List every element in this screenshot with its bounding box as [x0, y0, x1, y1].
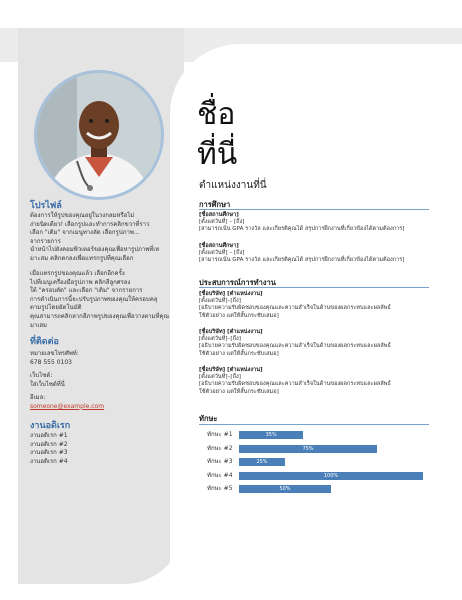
phone-block: [30, 350, 170, 367]
hobbies-list: [30, 432, 170, 466]
profile-line: มาะสม คลิกตกลงเพื่อแทรกรูปที่คุณเลือก: [30, 254, 134, 262]
skill-label: ทักษะ #4: [207, 471, 233, 479]
hobby-item: งานอดิเรก #4: [30, 457, 68, 465]
skill-bar: 100%: [239, 472, 423, 480]
profile-line: คุณสามารถคลิกลากสีภาพรูปของคุณเพื่อวางตามที่คุณ: [30, 312, 170, 320]
skills-heading: ทักษะ: [199, 414, 218, 423]
company-position: [ชื่อบริษัท] [ตำแหน่งงาน]: [199, 329, 263, 335]
skill-bar: 35%: [239, 431, 303, 439]
phone-label: หมายเลขโทรศัพท์:: [30, 350, 79, 357]
experience-heading: ประสบการณ์การทำงาน: [199, 278, 276, 287]
profile-line: มาเสม: [30, 321, 47, 329]
education-details: [สามารถเน้น GPA รางวัล และเกียรติคุณได้ สรุปการฝึกงานที่เกี่ยวข้องได้ตามต้องการ]: [199, 257, 405, 264]
profile-paragraph-1: [30, 212, 170, 264]
skill-bar-track: [239, 485, 423, 493]
hobbies-heading: งานอดิเรก: [30, 421, 71, 431]
education-divider: [199, 209, 429, 210]
profile-line: ใต้ "ครอบตัด" และเลือก "เติม" จากรายการ: [30, 287, 143, 295]
contact-heading: ที่ติดต่อ: [30, 337, 59, 347]
email-block: [30, 394, 170, 411]
experience-details: ใช้ตัวอย่าง แต่ให้สั้นกระชับเสมอ]: [199, 388, 279, 395]
education-dates: [ตั้งแต่วันที่] – [ถึง]: [199, 250, 245, 257]
skill-bar-track: [239, 431, 423, 439]
email-label: อีเมล:: [30, 394, 46, 401]
profile-line: เลือก "เติม" จากเมนูทางลัด เลือกรูปภาพ...: [30, 229, 140, 237]
profile-photo[interactable]: [34, 70, 164, 200]
skill-bar: 50%: [239, 485, 331, 493]
doctor-portrait-icon: [37, 73, 161, 197]
profile-line: เมื่อแทรกรูปของคุณแล้ว เลือกอีกครั้ง: [30, 270, 125, 277]
skill-bar-track: [239, 472, 423, 480]
experience-entry: [199, 329, 431, 358]
experience-details: [อธิบายความรับผิดชอบของคุณและความสำเร็จในด้านของผลกระทบและผลลัพธ์: [199, 381, 391, 388]
job-title: ตำแหน่งงานที่นี่: [199, 180, 267, 191]
experience-dates: [ตั้งแต่วันที่]–[ถึง]: [199, 336, 241, 343]
experience-details: [อธิบายความรับผิดชอบของคุณและความสำเร็จในด้านของผลกระทบและผลลัพธ์: [199, 305, 391, 312]
experience-entry: [199, 367, 431, 396]
skill-bar: 75%: [239, 445, 377, 453]
hobby-item: งานอดิเรก #1: [30, 432, 68, 439]
education-entry: [199, 212, 431, 234]
hobby-item: งานอดิเรก #2: [30, 440, 68, 448]
profile-line: ง่ายนิดเดียว! เลือกรูปและทำการคลิกขวาที่ราว: [30, 220, 150, 228]
skill-label: ทักษะ #2: [207, 444, 233, 452]
skill-bar-track: [239, 458, 423, 466]
skills-divider: [199, 424, 429, 425]
experience-divider: [199, 287, 429, 288]
profile-paragraph-2: [30, 270, 170, 330]
skill-bar-track: [239, 445, 423, 453]
skill-label: ทักษะ #1: [207, 431, 233, 438]
skill-bar: 25%: [239, 458, 285, 466]
email-link[interactable]: someone@example.com: [30, 402, 105, 410]
experience-details: [อธิบายความรับผิดชอบของคุณและความสำเร็จในด้านของผลกระทบและผลลัพธ์: [199, 343, 391, 350]
experience-details: ใช้ตัวอย่าง แต่ให้สั้นกระชับเสมอ]: [199, 312, 279, 319]
experience-details: ใช้ตัวอย่าง แต่ให้สั้นกระชับเสมอ]: [199, 350, 279, 357]
name-line-1: ชื่อ: [197, 97, 236, 132]
profile-line: การดำเนินการนี้จะปรับรูปภาพของคุณให้ครอบคลุ: [30, 295, 158, 303]
skill-label: ทักษะ #5: [207, 485, 233, 492]
education-dates: [ตั้งแต่วันที่] – [ถึง]: [199, 219, 245, 226]
profile-line: ไปที่เมนูเครื่องมือรูปภาพ คลิกสีลูกศรลง: [30, 278, 131, 286]
skill-label: ทักษะ #3: [207, 458, 233, 465]
profile-line: ต้องการให้รูปของคุณอยู่ในวงกลมหรือไม่: [30, 212, 135, 219]
profile-heading: โปรไฟล์: [30, 201, 62, 211]
experience-dates: [ตั้งแต่วันที่]–[ถึง]: [199, 298, 241, 305]
website-label: เว็บไซต์:: [30, 372, 53, 379]
name-line-2: ที่นี่: [197, 137, 238, 172]
school-name: [ชื่อสถานศึกษา]: [199, 212, 239, 218]
school-name: [ชื่อสถานศึกษา]: [199, 243, 239, 249]
website-block: [30, 372, 170, 389]
experience-entry: [199, 291, 431, 320]
profile-line: ตามรูปโดยอัตโนมัติ: [30, 304, 82, 312]
education-details: [สามารถเน้น GPA รางวัล และเกียรติคุณได้ สรุปการฝึกงานที่เกี่ยวข้องได้ตามต้องการ]: [199, 226, 405, 233]
profile-line: นำหน้าไปยังคอมพิวเตอร์ของคุณเพื่อหารูปภาพที่เห: [30, 246, 160, 254]
education-entry: [199, 243, 431, 265]
hobby-item: งานอดิเรก #3: [30, 449, 68, 457]
website-value[interactable]: ใส่เว็บไซต์ที่นี่: [30, 380, 65, 388]
company-position: [ชื่อบริษัท] [ตำแหน่งงาน]: [199, 291, 263, 297]
company-position: [ชื่อบริษัท] [ตำแหน่งงาน]: [199, 367, 263, 373]
profile-line: จากรายการ: [30, 237, 61, 245]
education-heading: การศึกษา: [199, 200, 231, 209]
phone-value[interactable]: 678 555 0103: [30, 358, 72, 366]
experience-dates: [ตั้งแต่วันที่]–[ถึง]: [199, 374, 241, 381]
